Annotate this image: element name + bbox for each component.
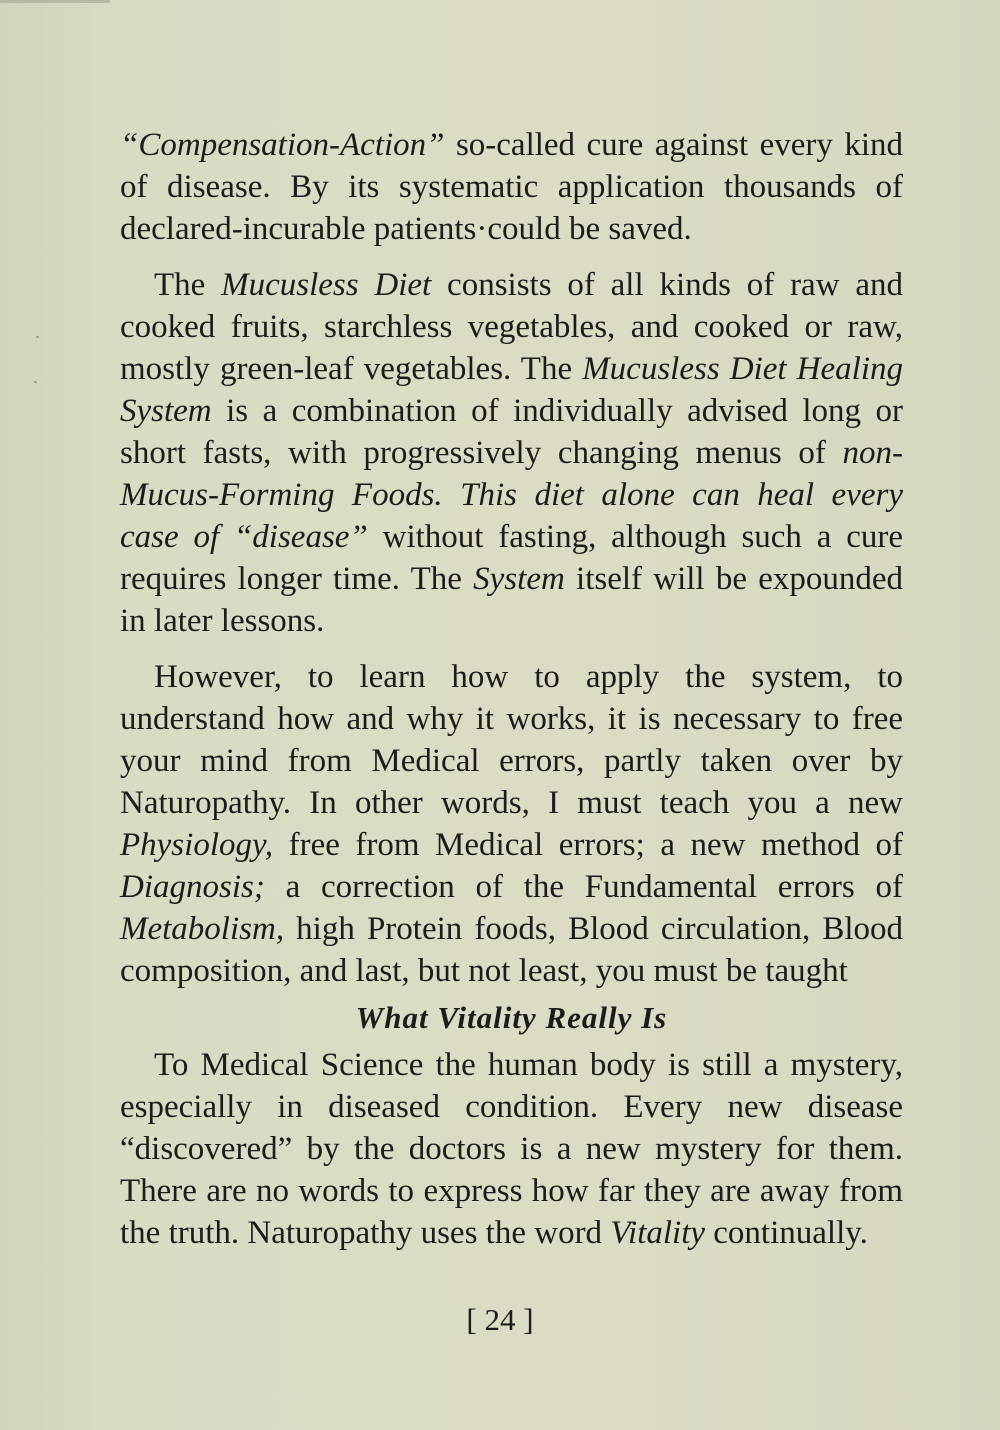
paragraph-4 xyxy=(120,1044,903,1254)
paper-speck xyxy=(34,381,37,383)
text-segment: However, to learn how to apply the system, to understand how and why it works, it is necessary to free your mind from Medical errors, partly taken over by Naturopathy. In other words, I must teach you a new xyxy=(120,659,903,821)
body-text xyxy=(120,124,903,1268)
text-segment: itself will be expounded in later lessons. xyxy=(120,561,904,639)
text-segment: continually. xyxy=(705,1215,868,1251)
paragraph-3 xyxy=(120,656,903,992)
paper-speck xyxy=(36,336,39,338)
paragraph-1 xyxy=(120,124,903,250)
italic-text-segment: Vitality xyxy=(610,1215,706,1251)
italic-text-segment: Diagnosis; xyxy=(120,869,265,905)
text-segment: so-called cure against every kind of disease. By its systematic application thousands of declared-incurable patients·could be saved. xyxy=(120,127,903,247)
text-segment: without fasting, although such a cure requires longer time. The xyxy=(120,519,903,597)
text-segment: high Protein foods, Blood circulation, Blood composition, and last, but not least, you must be taught xyxy=(120,911,903,989)
text-segment: To Medical Science the human body is still a mystery, especially in diseased condition. Every new disease “discovered” by the doctors is a new mystery for them. There are no words to express how far they are away from the truth. Naturopathy uses the word xyxy=(120,1047,903,1251)
italic-text-segment: non-Mucus-Forming Foods. This diet alone can heal every case of “disease” xyxy=(120,435,903,555)
italic-text-segment: “Compensation-Action” xyxy=(120,127,445,163)
italic-text-segment: Physiology, xyxy=(120,827,274,863)
text-segment: free from Medical errors; a new method of xyxy=(273,827,903,863)
text-segment: consists of all kinds of raw and cooked fruits, starchless vegetables, and cooked or raw, mostly green-leaf vegetables. The xyxy=(120,267,903,387)
italic-text-segment: Mucusless Diet xyxy=(221,267,432,303)
italic-text-segment: Metabolism, xyxy=(120,911,285,947)
section-heading: What Vitality Really Is xyxy=(355,1000,668,1035)
italic-text-segment: Mucusless Diet Healing System xyxy=(120,351,903,429)
text-segment: The xyxy=(154,267,222,303)
text-segment: a correction of the Fundamental errors of xyxy=(264,869,903,905)
page-number: [ 24 ] xyxy=(466,1302,534,1337)
italic-text-segment: System xyxy=(473,561,565,597)
text-segment: is a combination of individually advised long or short fasts, with progressively changing menus of xyxy=(120,393,903,471)
page-edge-mark xyxy=(0,0,110,3)
paragraph-2 xyxy=(120,264,903,642)
